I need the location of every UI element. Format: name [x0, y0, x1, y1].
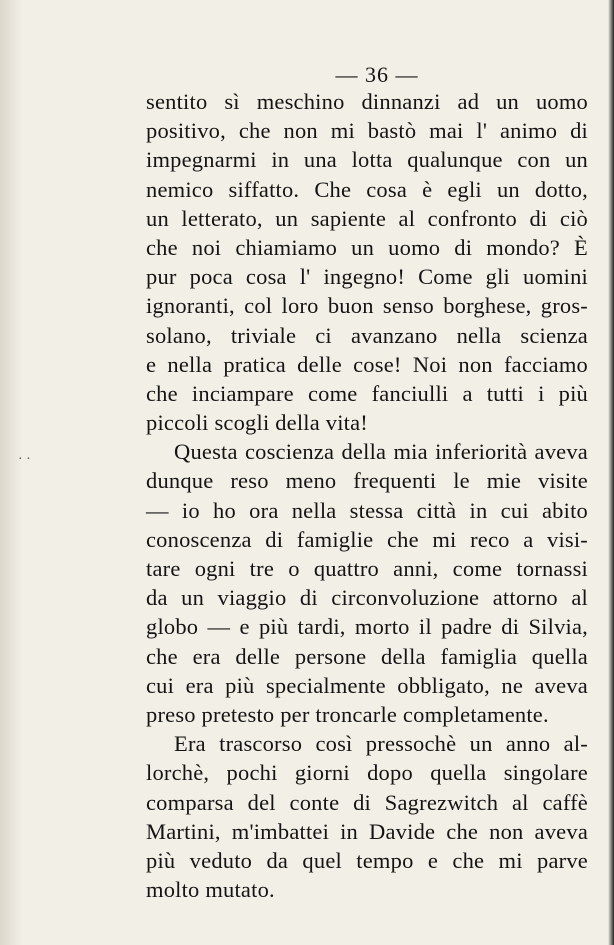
page-edge — [608, 0, 614, 945]
text-line: piccoli scogli della vita! — [146, 410, 369, 436]
text-line: tare ogni tre o quattro anni, come tornassi — [146, 556, 588, 581]
text-line: pur poca cosa l' ingegno! Come gli uomini — [146, 264, 588, 290]
paragraph — [146, 437, 588, 729]
text-line: ignoranti, col loro buon senso borghese, gros- — [146, 293, 588, 319]
text-line: sentito sì meschino dinnanzi ad un uomo — [146, 89, 588, 114]
text-line: preso pretesto per troncarle completamente. — [146, 701, 549, 727]
margin-speck: · · — [18, 452, 31, 467]
text-line: dunque reso meno frequenti le mie visite — [146, 468, 588, 494]
text-line: positivo, che non mi bastò mai l' animo di — [146, 118, 588, 144]
text-line: Questa coscienza della mia inferiorità aveva — [174, 439, 588, 465]
text-line: — io ho ora nella stessa città in cui abito — [146, 497, 588, 523]
text-line: che era delle persone della famiglia quella — [146, 643, 588, 669]
gutter-shadow — [0, 0, 22, 945]
text-line: che noi chiamiamo un uomo di mondo? È — [146, 234, 588, 260]
text-line: e nella pratica delle cose! Noi non facciamo — [146, 351, 588, 377]
text-line: solano, triviale ci avanzano nella scienza — [146, 322, 588, 348]
text-line: comparsa del conte di Sagrezwitch al caffè — [146, 789, 588, 815]
page-number: — 36 — — [335, 62, 419, 87]
paragraph — [146, 87, 588, 437]
text-line: globo — e più tardi, morto il padre di Silvia, — [146, 614, 588, 640]
text-line: che inciampare come fanciulli a tutti i più — [146, 380, 588, 406]
text-line: conoscenza di famiglie che mi reco a visi- — [146, 526, 588, 552]
text-line: cui era più specialmente obbligato, ne aveva — [146, 672, 588, 698]
text-line: nemico siffatto. Che cosa è egli un dotto, — [146, 176, 588, 202]
body-text — [146, 87, 588, 904]
text-line: lorchè, pochi giorni dopo quella singolare — [146, 760, 588, 786]
text-line: più veduto da quel tempo e che mi parve — [146, 847, 588, 873]
text-line: Era trascorso così pressochè un anno al- — [174, 731, 588, 757]
paragraph — [146, 729, 588, 904]
text-line: un letterato, un sapiente al confronto di ciò — [146, 205, 588, 231]
text-line: Martini, m'imbattei in Davide che non aveva — [146, 818, 588, 844]
text-line: impegnarmi in una lotta qualunque con un — [146, 147, 588, 173]
text-line: da un viaggio di circonvoluzione attorno al — [146, 585, 588, 611]
text-line: molto mutato. — [146, 877, 275, 903]
